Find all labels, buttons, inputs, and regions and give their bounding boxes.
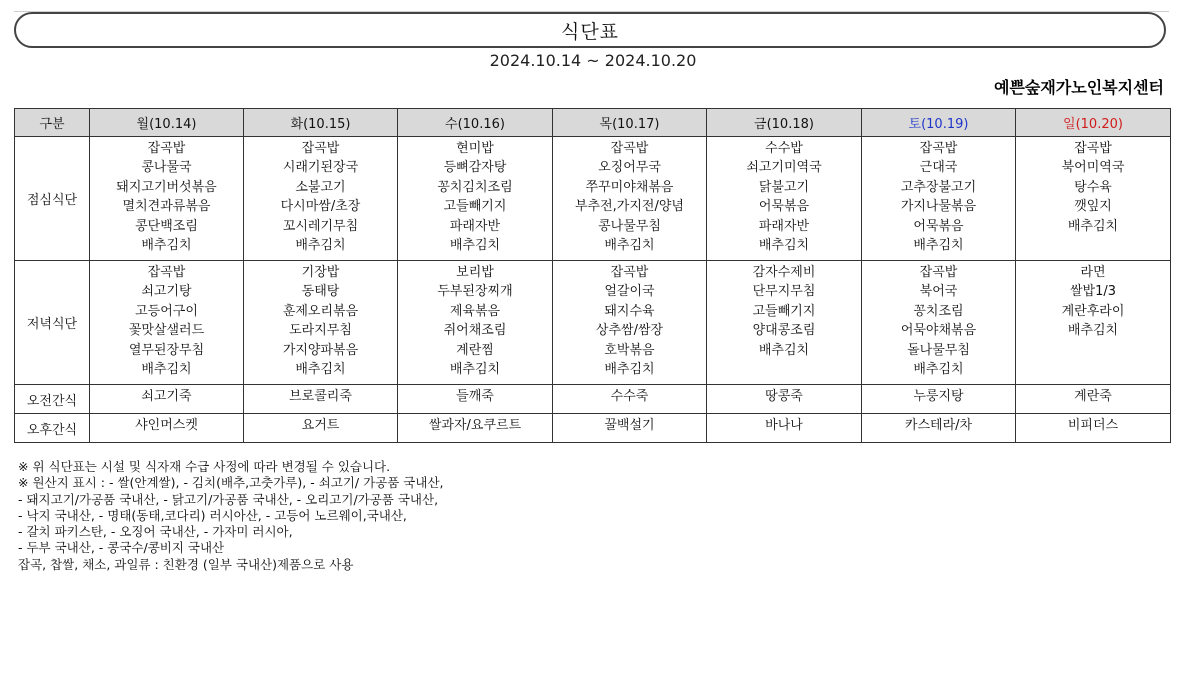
- menu-item: 카스테라/차: [904, 418, 973, 433]
- menu-item: 배추김치: [449, 238, 501, 254]
- menu-cell: [244, 385, 398, 414]
- page-title: 식단표: [560, 20, 620, 43]
- menu-item: 배추김치: [913, 362, 964, 378]
- menu-item: 꽁치조림: [913, 303, 964, 319]
- row-label: 점심식단: [15, 137, 90, 261]
- menu-item: 열무된장무침: [128, 342, 205, 358]
- day-header-fri: 금(10.18): [707, 109, 862, 137]
- menu-item: 멸치견과류볶음: [122, 199, 211, 215]
- menu-cell: [398, 137, 553, 261]
- menu-cell: [398, 414, 553, 443]
- note-line: - 돼지고기/가공품 국내산, - 닭고기/가공품 국내산, - 오리고기/가공품 국내산,: [18, 491, 439, 507]
- menu-cell: [553, 414, 707, 443]
- menu-item: 비피더스: [1067, 418, 1119, 433]
- menu-cell: [90, 414, 244, 443]
- menu-item: 꿀백설기: [604, 418, 655, 433]
- title-box: [14, 12, 1166, 48]
- menu-item: 잡곡밥: [301, 141, 340, 156]
- menu-item: 고들빼기지: [443, 199, 507, 215]
- menu-cell: [244, 137, 398, 261]
- header-row: [15, 109, 1171, 137]
- menu-item: 잡곡밥: [1074, 141, 1112, 156]
- menu-item: 돼지고기버섯볶음: [116, 179, 217, 195]
- corner-header: 구분: [15, 109, 90, 137]
- notes: [18, 459, 444, 573]
- menu-item: 가지나물볶음: [900, 199, 977, 215]
- menu-item: 요거트: [301, 418, 340, 433]
- row-label: 오후간식: [15, 414, 90, 443]
- menu-item: 오징어무국: [598, 160, 661, 176]
- row-label: 저녁식단: [15, 261, 90, 385]
- note-line: ※ 위 식단표는 시설 및 식자재 수급 사정에 따라 변경될 수 있습니다.: [18, 459, 391, 474]
- menu-item: 수수밥: [765, 141, 803, 156]
- menu-item: 쇠고기죽: [141, 389, 192, 404]
- note-line: ※ 원산지 표시 : - 쌀(안계쌀), - 김치(배추,고춧가루), - 쇠고기/ 가공품 국내산,: [18, 475, 444, 491]
- menu-item: 근대국: [919, 160, 958, 176]
- meal-table: [14, 108, 1171, 443]
- menu-item: 배추김치: [604, 362, 655, 378]
- menu-item: 쇠고기탕: [141, 284, 192, 300]
- menu-item: 잡곡밥: [919, 265, 958, 280]
- menu-item: 부추전,가지전/양념: [575, 199, 684, 215]
- menu-item: 계란죽: [1074, 389, 1112, 404]
- menu-item: 돼지수육: [604, 303, 655, 319]
- day-header-sun: 일(10.20): [1016, 109, 1171, 137]
- menu-cell: [862, 414, 1016, 443]
- menu-item: 닭불고기: [758, 179, 810, 195]
- menu-item: 잡곡밥: [147, 141, 186, 156]
- menu-cell: [398, 261, 553, 385]
- note-line: 잡곡, 찹쌀, 채소, 과일류 : 친환경 (일부 국내산)제품으로 사용: [18, 556, 354, 572]
- menu-item: 다시마쌈/초장: [280, 199, 361, 215]
- menu-item: 보리밥: [456, 265, 494, 280]
- menu-item: 탕수육: [1074, 179, 1112, 195]
- menu-item: 가지양파볶음: [282, 342, 359, 358]
- menu-cell: [90, 261, 244, 385]
- menu-cell: [244, 414, 398, 443]
- menu-cell: [1016, 414, 1171, 443]
- menu-item: 콩단백조림: [135, 218, 198, 234]
- menu-item: 배추김치: [1067, 323, 1119, 339]
- menu-item: 계란찜: [456, 342, 494, 358]
- organization-name: 예쁜숲재가노인복지센터: [993, 78, 1164, 97]
- menu-item: 단무지무침: [752, 284, 816, 300]
- menu-item: 시래기된장국: [282, 160, 359, 176]
- menu-item: 소불고기: [295, 179, 346, 195]
- menu-item: 쥐어채조림: [443, 323, 507, 339]
- menu-item: 호박볶음: [604, 342, 655, 358]
- date-range: 2024.10.14 ~ 2024.10.20: [489, 51, 697, 70]
- menu-item: 북어미역국: [1061, 160, 1125, 176]
- menu-item: 동태탕: [301, 284, 340, 300]
- menu-item: 돌나물무침: [907, 342, 970, 358]
- menu-cell: [1016, 137, 1171, 261]
- menu-cell: [862, 137, 1016, 261]
- menu-item: 바나나: [765, 418, 803, 433]
- afternoon-snack-row: [15, 414, 1171, 443]
- menu-item: 배추김치: [295, 238, 346, 254]
- note-line: - 두부 국내산, - 콩국수/콩비지 국내산: [18, 540, 225, 556]
- menu-cell: [707, 385, 862, 414]
- menu-item: 콩나물무침: [598, 218, 661, 234]
- lunch-row: [15, 137, 1171, 261]
- menu-item: 잡곡밥: [610, 265, 649, 280]
- menu-item: 계란후라이: [1061, 303, 1125, 319]
- menu-cell: [90, 137, 244, 261]
- menu-item: 상추쌈/쌈장: [595, 323, 664, 339]
- day-header-sat: 토(10.19): [862, 109, 1016, 137]
- menu-item: 훈제오리볶음: [282, 303, 359, 319]
- menu-cell: [1016, 261, 1171, 385]
- day-header-tue: 화(10.15): [244, 109, 398, 137]
- menu-item: 꼬시레기무침: [282, 218, 359, 234]
- menu-item: 땅콩죽: [765, 389, 803, 404]
- menu-item: 잡곡밥: [610, 141, 649, 156]
- menu-cell: [1016, 385, 1171, 414]
- note-line: - 낙지 국내산, - 명태(동태,코다리) 러시아산, - 고등어 노르웨이,국내산,: [18, 507, 407, 523]
- menu-item: 두부된장찌개: [437, 284, 513, 300]
- menu-item: 잡곡밥: [147, 265, 186, 280]
- menu-item: 배추김치: [295, 362, 346, 378]
- menu-item: 라면: [1080, 265, 1106, 280]
- menu-item: 브로콜리죽: [289, 389, 352, 404]
- menu-cell: [553, 261, 707, 385]
- note-line: - 갈치 파키스탄, - 오징어 국내산, - 가자미 러시아,: [18, 524, 293, 540]
- menu-cell: [707, 414, 862, 443]
- menu-item: 북어국: [919, 284, 958, 300]
- menu-item: 배추김치: [758, 238, 810, 254]
- day-header-mon: 월(10.14): [90, 109, 244, 137]
- menu-item: 배추김치: [449, 362, 501, 378]
- menu-item: 수수죽: [610, 389, 649, 404]
- morning-snack-row: [15, 385, 1171, 414]
- menu-item: 배추김치: [1067, 218, 1119, 234]
- menu-item: 고들빼기지: [752, 303, 816, 319]
- menu-item: 양대콩조림: [752, 323, 816, 339]
- menu-item: 들깨죽: [456, 389, 494, 404]
- menu-item: 잡곡밥: [919, 141, 958, 156]
- menu-item: 깻잎지: [1074, 199, 1112, 215]
- menu-item: 쇠고기미역국: [746, 160, 822, 176]
- menu-item: 꽃맛살샐러드: [128, 323, 205, 339]
- menu-item: 샤인머스켓: [135, 418, 198, 433]
- row-label: 오전간식: [15, 385, 90, 414]
- menu-item: 파래자반: [758, 218, 810, 234]
- menu-item: 배추김치: [758, 342, 810, 358]
- menu-cell: [90, 385, 244, 414]
- menu-item: 어묵볶음: [758, 199, 810, 215]
- menu-cell: [553, 137, 707, 261]
- menu-item: 등뼈감자탕: [443, 160, 507, 176]
- menu-cell: [862, 261, 1016, 385]
- menu-item: 누룽지탕: [913, 389, 964, 404]
- menu-item: 배추김치: [141, 362, 192, 378]
- menu-item: 쭈꾸미야채볶음: [585, 179, 674, 195]
- menu-item: 배추김치: [604, 238, 655, 254]
- menu-cell: [553, 385, 707, 414]
- menu-item: 도라지무침: [289, 323, 352, 339]
- menu-cell: [862, 385, 1016, 414]
- dinner-row: [15, 261, 1171, 385]
- menu-cell: [398, 385, 553, 414]
- menu-item: 쌀과자/요쿠르트: [428, 418, 522, 433]
- menu-item: 제육볶음: [449, 303, 501, 319]
- menu-item: 어묵야채볶음: [900, 323, 977, 339]
- menu-item: 꽁치김치조림: [437, 179, 513, 195]
- menu-item: 콩나물국: [141, 160, 192, 176]
- menu-item: 고추장불고기: [900, 179, 977, 195]
- menu-item: 쌀밥1/3: [1069, 284, 1117, 300]
- menu-item: 현미밥: [456, 141, 494, 156]
- menu-item: 배추김치: [913, 238, 964, 254]
- menu-cell: [707, 137, 862, 261]
- menu-item: 얼갈이국: [604, 284, 655, 300]
- day-header-thu: 목(10.17): [553, 109, 707, 137]
- menu-item: 감자수제비: [752, 265, 816, 280]
- menu-item: 어묵볶음: [913, 218, 964, 234]
- menu-cell: [244, 261, 398, 385]
- day-header-wed: 수(10.16): [398, 109, 553, 137]
- menu-item: 배추김치: [141, 238, 192, 254]
- menu-cell: [707, 261, 862, 385]
- menu-item: 파래자반: [449, 218, 501, 234]
- menu-item: 고등어구이: [135, 303, 198, 319]
- menu-item: 기장밥: [301, 265, 340, 280]
